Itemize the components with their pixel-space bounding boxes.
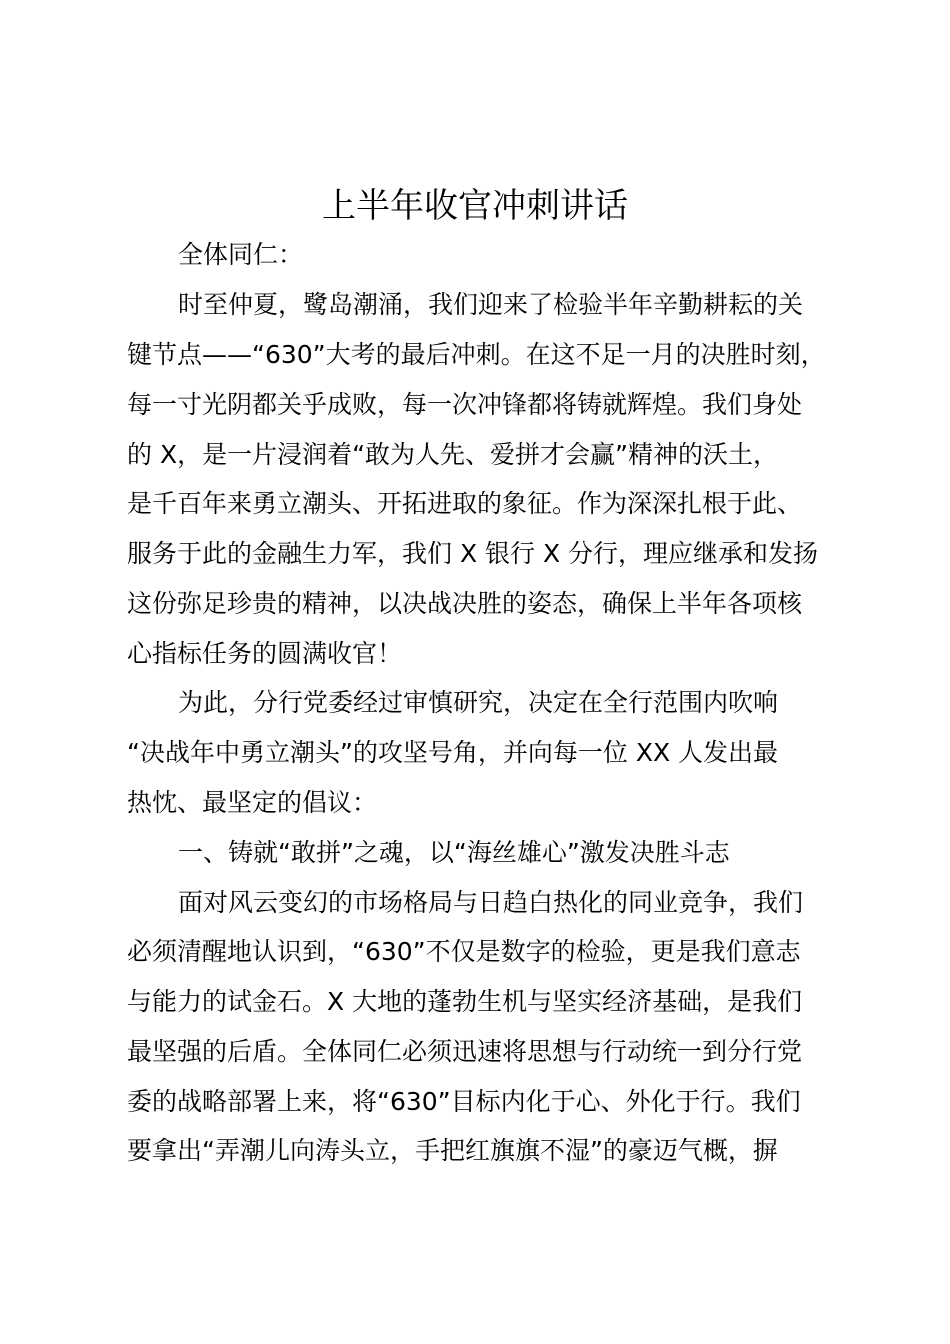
text-line: 委的战略部署上来，将“630”目标内化于心、外化于行。我们 bbox=[127, 1087, 801, 1116]
text-line: 的 X，是一片浸润着“敢为人先、爱拼才会赢”精神的沃土， bbox=[127, 440, 778, 469]
text-line: 键节点——“630”大考的最后冲刺。在这不足一月的决胜时刻， bbox=[127, 340, 826, 369]
text-line: 热忱、最坚定的倡议： bbox=[127, 788, 378, 817]
text-line: 这份弥足珍贵的精神，以决战决胜的姿态，确保上半年各项核 bbox=[127, 589, 803, 618]
text-line: 最坚强的后盾。全体同仁必须迅速将思想与行动统一到分行党 bbox=[127, 1037, 803, 1066]
salutation: 全体同仁： bbox=[178, 240, 304, 269]
text-line: 要拿出“弄潮儿向涛头立，手把红旗旗不湿”的豪迈气概，摒 bbox=[127, 1136, 778, 1165]
section-heading: 一、铸就“敢拼”之魂，以“海丝雄心”激发决胜斗志 bbox=[178, 838, 730, 867]
text-line: “决战年中勇立潮头”的攻坚号角，并向每一位 XX 人发出最 bbox=[127, 738, 779, 767]
text-line: 是千百年来勇立潮头、开拓进取的象征。作为深深扎根于此、 bbox=[127, 489, 803, 518]
text-line: 与能力的试金石。X 大地的蓬勃生机与坚实经济基础，是我们 bbox=[127, 987, 803, 1016]
text-line: 心指标任务的圆满收官！ bbox=[127, 639, 403, 668]
text-line: 每一寸光阴都关乎成败，每一次冲锋都将铸就辉煌。我们身处 bbox=[127, 390, 803, 419]
text-line: 时至仲夏，鹭岛潮涌，我们迎来了检验半年辛勤耕耘的关 bbox=[178, 290, 804, 319]
document-title: 上半年收官冲刺讲话 bbox=[322, 186, 628, 226]
text-line: 为此，分行党委经过审慎研究，决定在全行范围内吹响 bbox=[178, 688, 779, 717]
text-line: 必须清醒地认识到，“630”不仅是数字的检验，更是我们意志 bbox=[127, 937, 801, 966]
text-line: 面对风云变幻的市场格局与日趋白热化的同业竞争，我们 bbox=[178, 888, 804, 917]
text-line: 服务于此的金融生力军，我们 X 银行 X 分行，理应继承和发扬 bbox=[127, 539, 819, 568]
